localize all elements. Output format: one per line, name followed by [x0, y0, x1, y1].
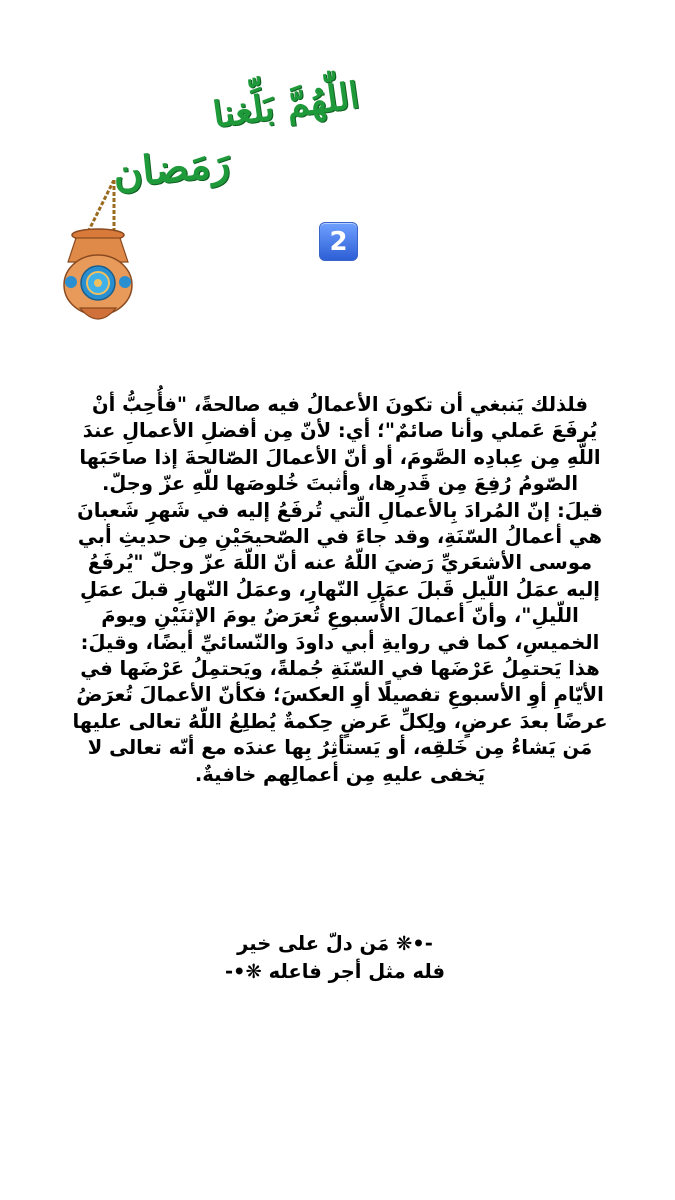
article-paragraph-1: فلذلك يَنبغي أن تكونَ الأعمالُ فيه صالحةً، "فأُحِبُّ أنْ يُرفَعَ عَملي وأنا صائمٌ"؛ أي: لأنّ مِن أفضلِ الأعمالِ عندَ اللَّهِ مِن عِبادِه الصَّومَ، أو أنّ الأعمالَ الصّالحةَ إذا صاحَبَها الصّومُ رُفِعَ مِن قَدرِها، وأثبتَ خُلوصَها للّهِ عزّ وجلّ.: [79, 393, 601, 496]
article-body: [70, 392, 610, 788]
page-number-badge: 2: [319, 222, 358, 261]
article-paragraph-2: قيلَ: إنّ المُرادَ بِالأعمالِ الّتي تُرفَعُ إليه في شَهرِ شَعبانَ هي أعمالُ السّنَةِ، وقد جاءَ في الصّحيحَيْنِ مِن حديثِ أبي موسى الأشعَريِّ رَضيَ اللّهُ عنه أنّ اللّهَ عزّ وجلّ "يُرفَعُ إليه عمَلُ اللّيلِ قَبلَ عمَلِ النّهارِ، وعمَلُ النّهارِ قبلَ عمَلِ اللّيلِ"، وأنّ أعمالَ الأُسبوعِ تُعرَضُ يومَ الإثنَيْنِ ويومَ الخميسِ، كما في روايةِ أبي داودَ والنّسائيِّ أيضًا، وقيلَ: هذا يَحتمِلُ عَرْضَها في السّنَةِ جُملةً، ويَحتمِلُ عَرْضَها في الأيّامِ أوِ الأسبوعِ تفصيلًا أوِ العكسَ؛ فكأنّ الأعمالَ تُعرَضُ عرضًا بعدَ عرضٍ، ولِكلِّ عَرضٍ حِكمةٌ يُطلِعُ اللّهُ تعالى عليها مَن يَشاءُ مِن خَلقِه، أو يَستأثِرُ بِها عندَه مع أنّه تعالى لا يَخفى عليهِ مِن أعمالِهم خافيةٌ.: [72, 498, 608, 786]
calligraphy-line2: رَمَضان: [110, 138, 232, 198]
lantern-icon: [58, 180, 138, 334]
closing-line-1: -•❋ مَن دلّ على خير: [237, 932, 433, 955]
closing-line-2: فله مثل أجر فاعله ❋•-: [224, 960, 446, 983]
closing-lines: [100, 930, 570, 986]
calligraphy-line1: اللّٰهُمَّ بَلِّغنا: [210, 74, 362, 137]
